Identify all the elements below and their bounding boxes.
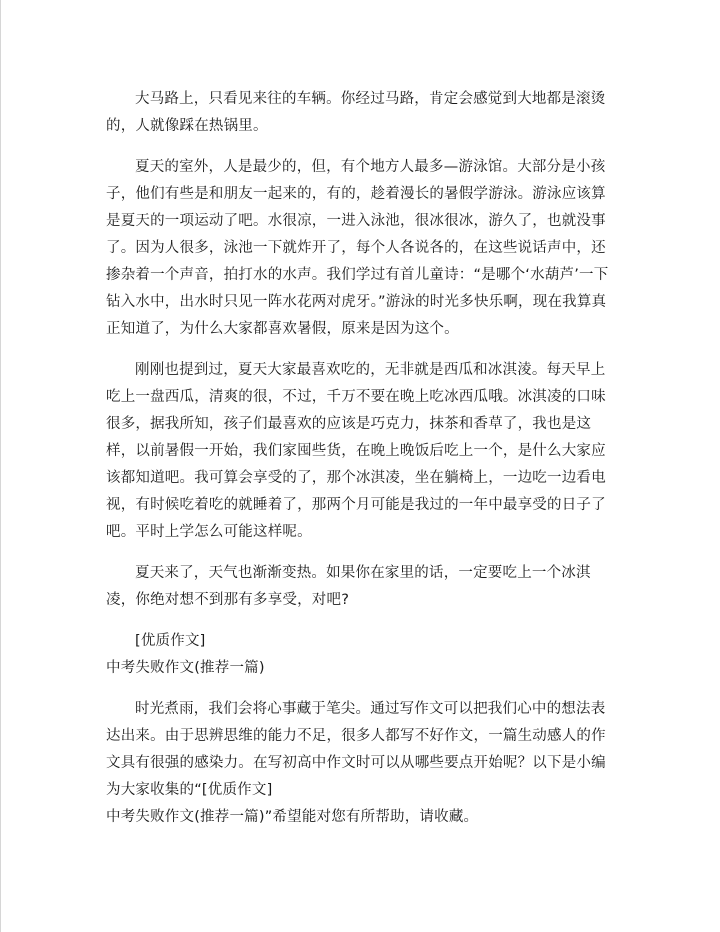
closing-line: 中考失败作文(推荐一篇)”希望能对您有所帮助，请收藏。	[106, 809, 479, 825]
document-body	[106, 86, 616, 831]
quality-tag: [优质作文]	[135, 633, 206, 649]
paragraph-summer-end: 夏天来了，天气也渐渐变热。如果你在家里的话，一定要吃上一个冰淇凌，你绝对想不到那有多享受，对吧?	[106, 565, 591, 608]
paragraph-icecream: 刚刚也提到过，夏天大家最喜欢吃的，无非就是西瓜和冰淇淩。每天早上吃上一盘西瓜，清爽的很，不过，千万不要在晚上吃冰西瓜哦。冰淇凌的口味很多，据我所知，孩子们最喜欢的应该是巧克力，抹茶和香草了，我也是这样，以前暑假一开始，我们家囤些货，在晚上晚饭后吃上一个，是什么大家应该都知道吧。我可算会享受的了，那个冰淇凌，坐在躺椅上，一边吃一边看电视，有时候吃着吃的就睡着了，那两个月可能是我过的一年中最享受的日子了吧。平时上学怎么可能这样呢。	[106, 362, 606, 540]
paragraph-swimming: 夏天的室外，人是最少的，但，有个地方人最多—游泳馆。大部分是小孩子，他们有些是和朋友一起来的，有的，趁着漫长的暑假学游泳。游泳应该算是夏天的一项运动了吧。水很凉，一进入泳池，很冰很冰，游久了，也就没事了。因为人很多，泳池一下就炸开了，每个人各说各的，在这些说话声中，还掺杂着一个声音，拍打水的水声。我们学过有首儿童诗：“是哪个‘水葫芦’一下钻入水中，出水时只见一阵水花两对虎牙。”游泳的时光多快乐啊，现在我算真正知道了，为什么大家都喜欢暑假，原来是因为这个。	[106, 159, 609, 337]
paragraph-intro: 时光煮雨，我们会将心事藏于笔尖。通过写作文可以把我们心中的想法表达出来。由于思辨思维的能力不足，很多人都写不好作文，一篇生动感人的作文具有很强的感染力。在写初高中作文时可以从哪些要点开始呢？以下是小编为大家收集的“[优质作文]	[106, 701, 606, 798]
essay-title: 中考失败作文(推荐一篇)	[106, 660, 265, 676]
paragraph-traffic: 大马路上，只看见来往的车辆。你经过马路，肯定会感觉到大地都是滚烫的，人就像踩在热锅里。	[106, 91, 606, 134]
